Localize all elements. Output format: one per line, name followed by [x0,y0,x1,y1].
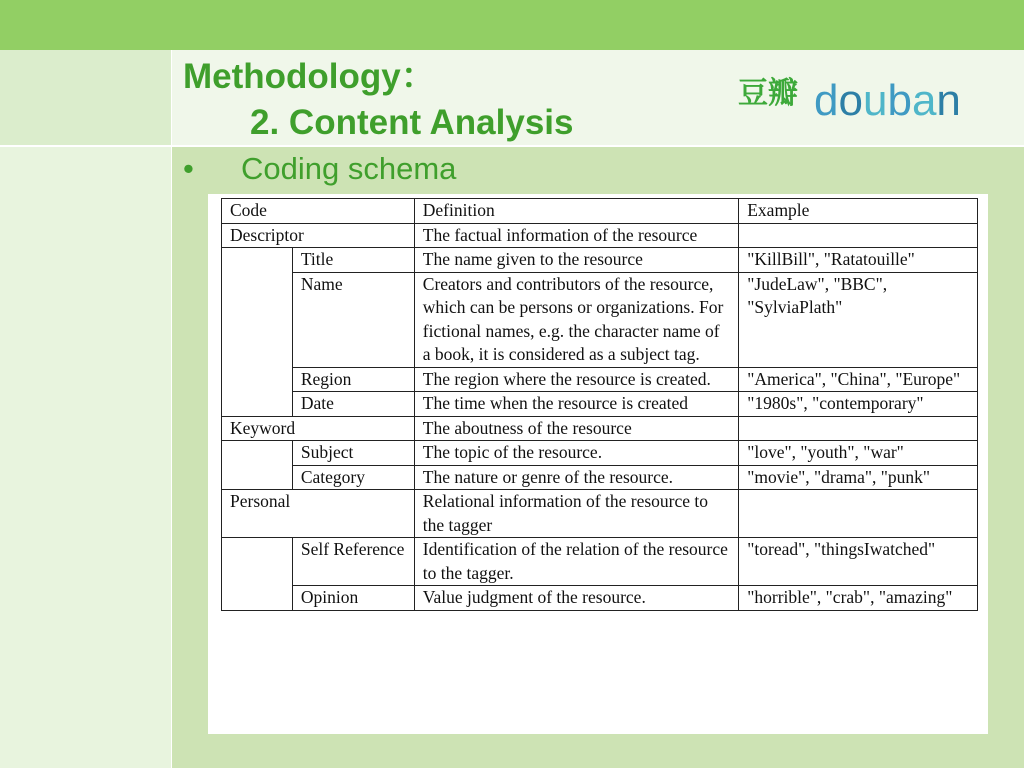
coding-schema-table [221,198,978,611]
header-example: Example [739,199,978,224]
subcode-cell: Subject [292,441,414,466]
table-row [222,392,978,417]
left-column-upper [0,50,171,145]
example-cell: "JudeLaw", "BBC", "SylviaPlath" [739,272,978,367]
bullet-text: Coding schema [241,151,457,186]
definition-cell: The topic of the resource. [414,441,738,466]
indent-cell [222,538,293,611]
table-row [222,272,978,367]
table-panel [208,194,988,734]
title-line-1: Methodology： [183,57,436,96]
bullet-symbol: • [183,151,194,186]
example-cell: "horrible", "crab", "amazing" [739,586,978,611]
code-cell: Keyword [222,416,415,441]
example-cell: "1980s", "contemporary" [739,392,978,417]
subcode-cell: Title [292,248,414,273]
table-header-row [222,199,978,224]
subcode-cell: Self Reference [292,538,414,586]
slide-title [183,54,574,146]
definition-cell: The time when the resource is created [414,392,738,417]
subcode-cell: Opinion [292,586,414,611]
douban-logo [738,70,983,122]
example-cell: "movie", "drama", "punk" [739,465,978,490]
definition-cell: The name given to the resource [414,248,738,273]
table-row [222,465,978,490]
definition-cell: The nature or genre of the resource. [414,465,738,490]
table-row [222,367,978,392]
table-row [222,223,978,248]
subcode-cell: Name [292,272,414,367]
definition-cell: The region where the resource is created. [414,367,738,392]
top-bar [0,0,1024,50]
definition-cell: Value judgment of the resource. [414,586,738,611]
column-divider [171,50,172,768]
example-cell [739,223,978,248]
subcode-cell: Region [292,367,414,392]
logo-latin-text: douban [814,76,961,122]
definition-cell: The factual information of the resource [414,223,738,248]
title-line-2: 2. Content Analysis [250,103,574,142]
table-row [222,248,978,273]
table-row [222,586,978,611]
table-row [222,416,978,441]
code-cell: Descriptor [222,223,415,248]
header-definition: Definition [414,199,738,224]
definition-cell: Identification of the relation of the resource to the tagger. [414,538,738,586]
header-code: Code [222,199,415,224]
example-cell: "love", "youth", "war" [739,441,978,466]
code-cell: Personal [222,490,415,538]
indent-cell [222,441,293,490]
left-column-lower [0,145,171,768]
definition-cell: Relational information of the resource to the tagger [414,490,738,538]
example-cell: "KillBill", "Ratatouille" [739,248,978,273]
example-cell [739,490,978,538]
bullet-item [183,150,456,188]
indent-cell [222,248,293,417]
logo-chinese-text: 豆瓣 [738,76,798,111]
example-cell: "toread", "thingsIwatched" [739,538,978,586]
table-row [222,490,978,538]
definition-cell: The aboutness of the resource [414,416,738,441]
table-row [222,538,978,586]
subcode-cell: Category [292,465,414,490]
subcode-cell: Date [292,392,414,417]
example-cell [739,416,978,441]
table-row [222,441,978,466]
definition-cell: Creators and contributors of the resource, which can be persons or organizations. For fictional names, e.g. the character name of a book, it is considered as a subject tag. [414,272,738,367]
example-cell: "America", "China", "Europe" [739,367,978,392]
